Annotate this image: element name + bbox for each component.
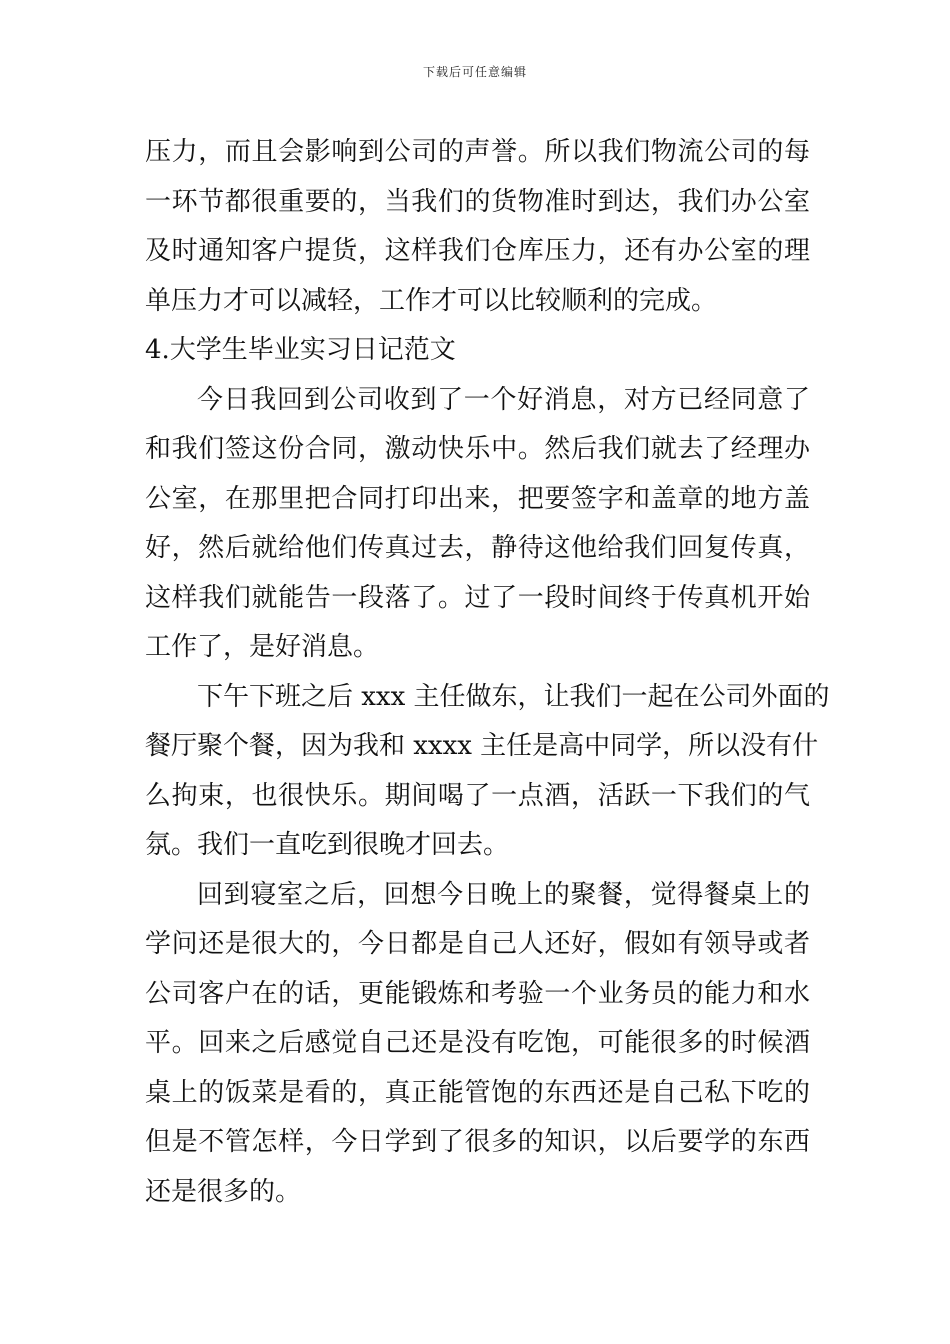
text-line: 公室，在那里把合同打印出来，把要签字和盖章的地方盖 xyxy=(145,483,810,514)
text-line: 下午下班之后 xxx 主任做东，让我们一起在公司外面的 xyxy=(197,681,830,712)
text-line: 今日我回到公司收到了一个好消息，对方已经同意了 xyxy=(197,384,810,415)
text-line: 压力，而且会影响到公司的声誉。所以我们物流公司的每 xyxy=(145,137,810,167)
text-line: 回到寝室之后，回想今日晚上的聚餐，觉得餐桌上的 xyxy=(197,879,810,910)
text-line: 学问还是很大的，今日都是自己人还好，假如有领导或者 xyxy=(145,929,810,959)
text-line: 餐厅聚个餐，因为我和 xxxx 主任是高中同学，所以没有什 xyxy=(145,731,819,761)
text-line: 平。回来之后感觉自己还是没有吃饱，可能很多的时候酒 xyxy=(145,1028,810,1058)
document-body xyxy=(145,128,830,1217)
text-line: 工作了，是好消息。 xyxy=(145,632,380,662)
text-line: 还是很多的。 xyxy=(145,1176,302,1207)
text-line: 但是不管怎样，今日学到了很多的知识，以后要学的东西 xyxy=(145,1127,810,1157)
text-line: 及时通知客户提货，这样我们仓库压力，还有办公室的理 xyxy=(145,236,810,266)
text-line: 好，然后就给他们传真过去，静待这他给我们回复传真， xyxy=(145,533,810,563)
text-line: 这样我们就能告一段落了。过了一段时间终于传真机开始 xyxy=(145,582,810,613)
paragraph-1 xyxy=(145,128,810,326)
paragraph-4 xyxy=(145,871,810,1218)
paragraph-2 xyxy=(145,376,810,673)
text-line: 氛。我们一直吃到很晚才回去。 xyxy=(145,830,510,860)
text-line: 和我们签这份合同，激动快乐中。然后我们就去了经理办 xyxy=(145,434,810,464)
text-line: 么拘束，也很快乐。期间喝了一点酒，活跃一下我们的气 xyxy=(145,780,810,811)
paragraph-3 xyxy=(145,673,830,871)
text-line: 桌上的饭菜是看的，真正能管饱的东西还是自己私下吃的 xyxy=(145,1077,810,1108)
page-header: 下载后可任意编辑 xyxy=(422,65,527,79)
text-line: 单压力才可以减轻，工作才可以比较顺利的完成。 xyxy=(145,285,718,316)
text-line: 公司客户在的话，更能锻炼和考验一个业务员的能力和水 xyxy=(145,978,810,1009)
text-line: 一环节都很重要的，当我们的货物准时到达，我们办公室 xyxy=(145,186,810,217)
section-heading: 4.大学生毕业实习日记范文 xyxy=(145,335,456,365)
